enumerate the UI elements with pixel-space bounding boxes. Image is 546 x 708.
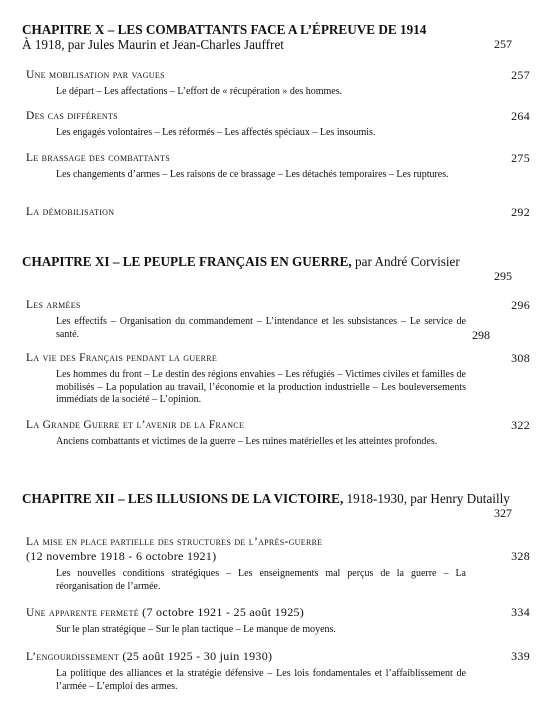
- section-dates: (25 août 1925 - 30 juin 1930): [122, 649, 273, 663]
- section-page: 339: [511, 649, 530, 663]
- section-title: L’engourdissement: [26, 651, 120, 663]
- section-desc: Les changements d’armes – Les raisons de ce brassage – Les détachés temporaires – Les ruptures.: [56, 169, 449, 180]
- section-desc: Les hommes du front – Le destin des régions envahies – Les réfugiés – Victimes civiles et familles de mobilisés – La population au travail, l’économie et la production industrielle – Les bouleversements immédiats de la société – L’opinion.: [56, 369, 466, 405]
- section-item: [26, 535, 530, 593]
- chapter-page: 327: [494, 506, 512, 520]
- chapter-author: À 1918, par Jules Maurin et Jean-Charles Jauffret: [22, 37, 284, 52]
- section-item: [26, 109, 530, 140]
- section-page: 322: [511, 418, 530, 432]
- section-title: La vie des Français pendant la guerre: [26, 352, 218, 364]
- section-desc: Sur le plan stratégique – Sur le plan tactique – Le manque de moyens.: [56, 624, 336, 635]
- section-item: [26, 649, 530, 693]
- section-page: 264: [511, 109, 530, 123]
- chapter-title: [22, 254, 512, 283]
- section-desc: Anciens combattants et victimes de la guerre – Les ruines matérielles et les atteintes profondes.: [56, 436, 438, 447]
- chapter-10: [22, 22, 512, 52]
- chapter-11: [22, 254, 512, 283]
- section-title: Le brassage des combattants: [26, 152, 171, 164]
- section-dates: (7 octobre 1921 - 25 août 1925): [142, 605, 305, 619]
- section-item: [26, 605, 530, 637]
- section-item: [26, 68, 530, 99]
- section-item: [26, 418, 530, 449]
- section-desc: La politique des alliances et la stratégie défensive – Les lois fondamentales et l’affaiblissement de l’armée – L’emploi des armes.: [56, 668, 466, 692]
- chapter-heading: CHAPITRE XII – LES ILLUSIONS DE LA VICTOIRE,: [22, 491, 344, 506]
- section-page: 296: [511, 298, 530, 312]
- section-page: 257: [511, 68, 530, 82]
- section-title: Une apparente fermeté: [26, 607, 139, 619]
- section-page: 308: [511, 351, 530, 365]
- section-title: Les armées: [26, 299, 81, 311]
- chapter-author: 1918-1930, par Henry Dutailly: [346, 491, 510, 506]
- chapter-heading: CHAPITRE XI – LE PEUPLE FRANÇAIS EN GUERRE,: [22, 254, 352, 269]
- section-item: [26, 298, 530, 342]
- chapter-12: [22, 491, 512, 520]
- section-page: 328: [511, 549, 530, 563]
- section-desc: Les effectifs – Organisation du commandement – L’intendance et les subsistances – Le service de santé. 298: [56, 316, 490, 342]
- chapter-author: par André Corvisier: [355, 254, 460, 269]
- section-item: [26, 351, 530, 407]
- section-title: Des cas différents: [26, 110, 118, 122]
- section-title: La démobilisation: [26, 206, 115, 218]
- chapter-title: [22, 491, 512, 520]
- section-page: 275: [511, 151, 530, 165]
- chapter-heading: CHAPITRE X – LES COMBATTANTS FACE A L’ÉPREUVE DE 1914: [22, 22, 427, 37]
- chapter-page: 257: [494, 37, 512, 51]
- section-page: 334: [511, 605, 530, 619]
- section-item: [26, 205, 530, 219]
- section-desc: Les engagés volontaires – Les réformés – Les affectés spéciaux – Les insoumis.: [56, 127, 376, 138]
- section-desc: Le départ – Les affectations – L’effort de « récupération » des hommes.: [56, 86, 343, 97]
- section-subpage: 298: [472, 327, 490, 342]
- section-title: La mise en place partielle des structures de l’après-guerre: [26, 536, 323, 548]
- chapter-title: [22, 22, 512, 52]
- section-title: Une mobilisation par vagues: [26, 69, 165, 81]
- chapter-page: 295: [494, 269, 512, 283]
- section-title: La Grande Guerre et l’avenir de la France: [26, 419, 245, 431]
- section-page: 292: [511, 205, 530, 219]
- section-dates: (12 novembre 1918 - 6 octobre 1921): [26, 549, 217, 563]
- section-desc: Les nouvelles conditions stratégiques – Les enseignements mal perçus de la guerre – La réorganisation de l’armée.: [56, 568, 466, 592]
- section-item: [26, 151, 530, 182]
